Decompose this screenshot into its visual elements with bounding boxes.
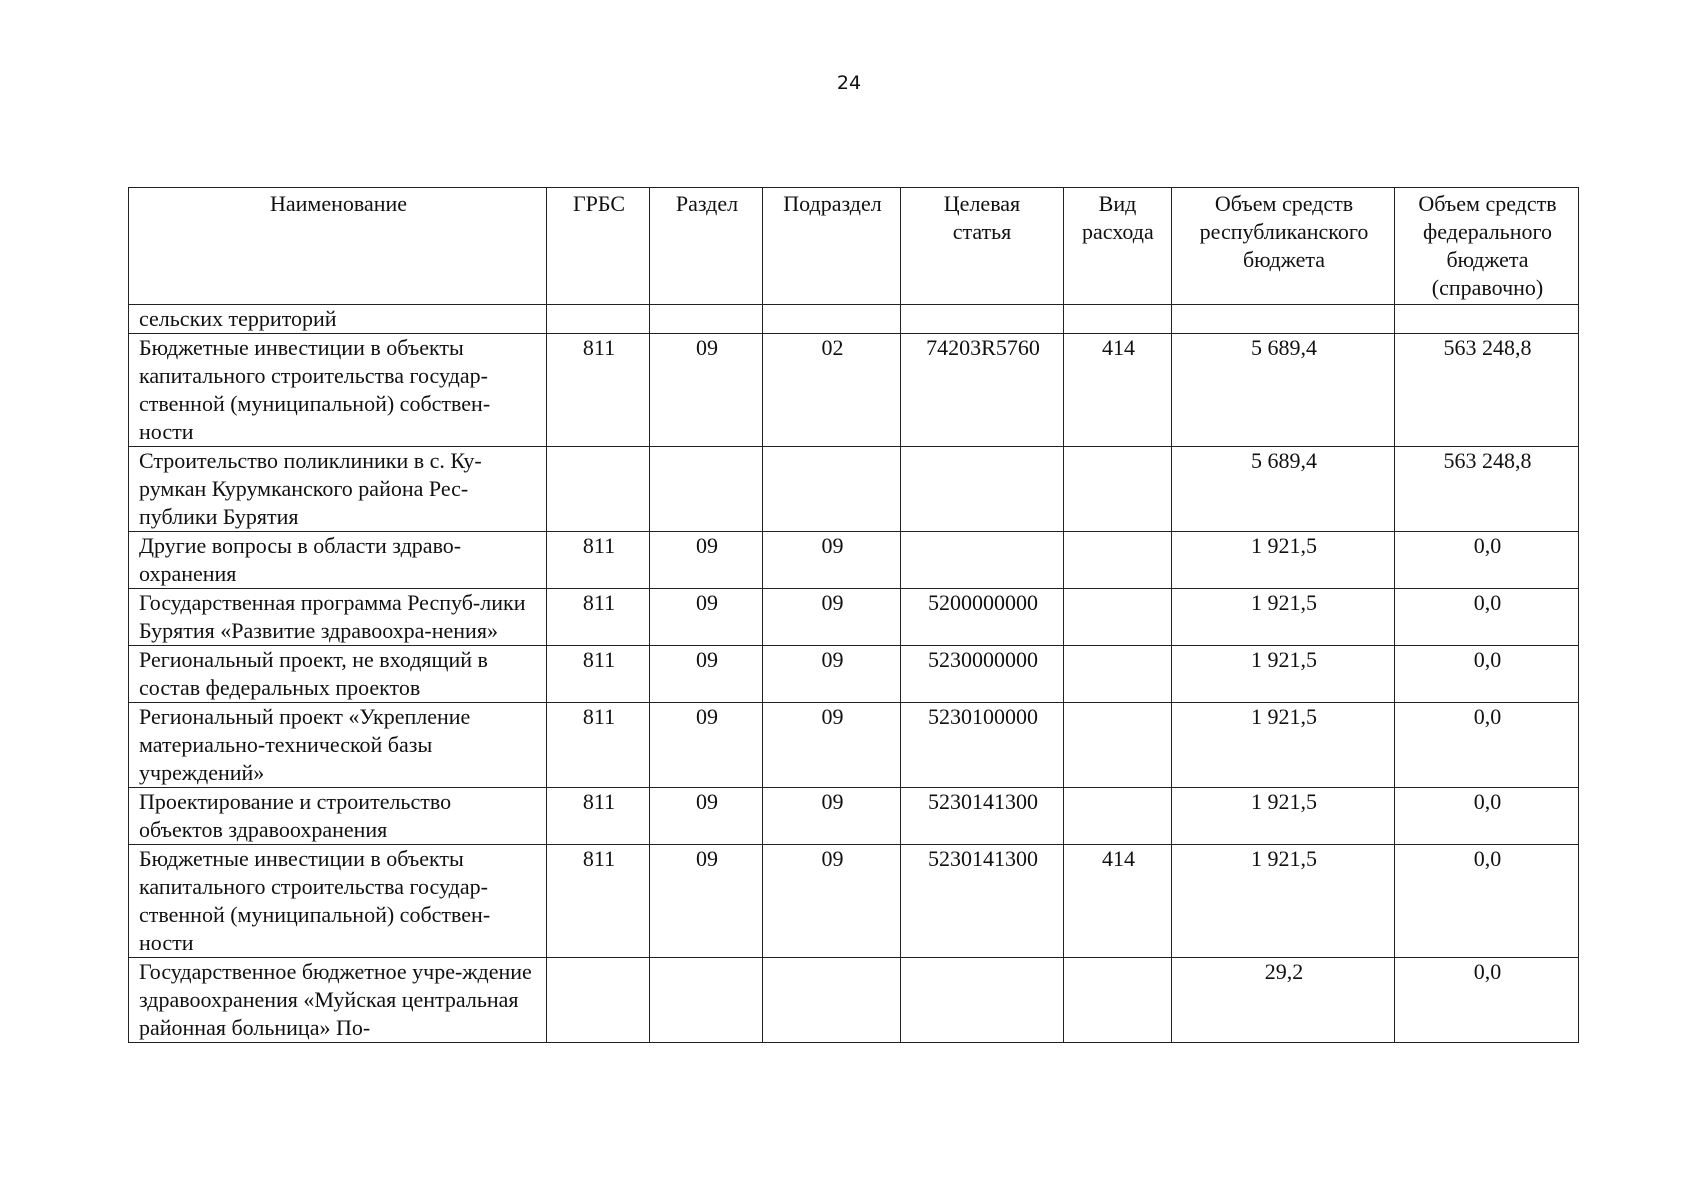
row-subsection <box>763 447 901 532</box>
row-target: 74203R5760 <box>901 334 1064 447</box>
row-republican: 1 921,5 <box>1172 703 1395 788</box>
header-grbs: ГРБС <box>547 188 650 305</box>
row-grbs: 811 <box>547 334 650 447</box>
row-name: Бюджетные инвестиции в объекты капитального строительства государ-ственной (муниципальной) собствен-ности <box>129 334 547 447</box>
row-section: 09 <box>650 845 763 958</box>
row-expense-type: 414 <box>1064 334 1172 447</box>
row-section: 09 <box>650 788 763 845</box>
row-target: 5230141300 <box>901 788 1064 845</box>
row-name: Другие вопросы в области здраво-охранения <box>129 532 547 589</box>
table-row <box>129 447 1579 532</box>
table-row <box>129 589 1579 646</box>
row-target <box>901 447 1064 532</box>
row-subsection <box>763 305 901 334</box>
row-federal: 563 248,8 <box>1395 447 1579 532</box>
row-republican: 29,2 <box>1172 958 1395 1043</box>
row-name: Региональный проект «Укрепление материально-технической базы учреждений» <box>129 703 547 788</box>
row-target: 5230141300 <box>901 845 1064 958</box>
row-name: Проектирование и строительство объектов здравоохранения <box>129 788 547 845</box>
table-header-row <box>129 188 1579 305</box>
row-target <box>901 532 1064 589</box>
row-federal: 0,0 <box>1395 788 1579 845</box>
row-section: 09 <box>650 703 763 788</box>
table-row <box>129 532 1579 589</box>
row-section: 09 <box>650 532 763 589</box>
row-section: 09 <box>650 646 763 703</box>
row-grbs <box>547 447 650 532</box>
row-grbs <box>547 958 650 1043</box>
row-expense-type <box>1064 532 1172 589</box>
table-row <box>129 788 1579 845</box>
row-subsection: 09 <box>763 788 901 845</box>
table-row <box>129 703 1579 788</box>
table-row <box>129 305 1579 334</box>
row-republican: 5 689,4 <box>1172 334 1395 447</box>
header-subsection: Подраздел <box>763 188 901 305</box>
page-number: 24 <box>836 72 862 94</box>
row-grbs: 811 <box>547 703 650 788</box>
row-federal: 0,0 <box>1395 703 1579 788</box>
header-section: Раздел <box>650 188 763 305</box>
row-name: Региональный проект, не входящий в состав федеральных проектов <box>129 646 547 703</box>
row-republican: 1 921,5 <box>1172 589 1395 646</box>
row-section <box>650 958 763 1043</box>
row-target <box>901 305 1064 334</box>
row-grbs <box>547 305 650 334</box>
table-row <box>129 845 1579 958</box>
table-row <box>129 958 1579 1043</box>
row-federal: 0,0 <box>1395 589 1579 646</box>
row-grbs: 811 <box>547 788 650 845</box>
row-name: Бюджетные инвестиции в объекты капитального строительства государ-ственной (муниципальной) собствен-ности <box>129 845 547 958</box>
row-subsection: 09 <box>763 845 901 958</box>
row-federal <box>1395 305 1579 334</box>
row-federal: 0,0 <box>1395 532 1579 589</box>
row-section: 09 <box>650 589 763 646</box>
row-target: 5230100000 <box>901 703 1064 788</box>
header-name: Наименование <box>129 188 547 305</box>
row-expense-type <box>1064 447 1172 532</box>
row-section <box>650 447 763 532</box>
row-name: Строительство поликлиники в с. Ку-румкан Курумканского района Рес-публики Бурятия <box>129 447 547 532</box>
row-republican: 1 921,5 <box>1172 788 1395 845</box>
row-name: Государственное бюджетное учре-ждение здравоохранения «Муйская центральная районная больница» По- <box>129 958 547 1043</box>
row-expense-type <box>1064 646 1172 703</box>
row-grbs: 811 <box>547 532 650 589</box>
row-target: 5200000000 <box>901 589 1064 646</box>
header-expense-type: Вид расхода <box>1064 188 1172 305</box>
row-republican: 1 921,5 <box>1172 646 1395 703</box>
row-subsection: 09 <box>763 589 901 646</box>
row-expense-type <box>1064 589 1172 646</box>
row-section <box>650 305 763 334</box>
row-section: 09 <box>650 334 763 447</box>
header-federal: Объем средств федерального бюджета (справочно) <box>1395 188 1579 305</box>
row-federal: 0,0 <box>1395 845 1579 958</box>
row-federal: 563 248,8 <box>1395 334 1579 447</box>
table-row <box>129 334 1579 447</box>
row-federal: 0,0 <box>1395 646 1579 703</box>
row-grbs: 811 <box>547 589 650 646</box>
row-subsection: 02 <box>763 334 901 447</box>
row-subsection: 09 <box>763 703 901 788</box>
row-expense-type: 414 <box>1064 845 1172 958</box>
row-target: 5230000000 <box>901 646 1064 703</box>
row-republican <box>1172 305 1395 334</box>
row-target <box>901 958 1064 1043</box>
row-expense-type <box>1064 958 1172 1043</box>
row-subsection: 09 <box>763 532 901 589</box>
row-expense-type <box>1064 305 1172 334</box>
row-grbs: 811 <box>547 845 650 958</box>
row-subsection: 09 <box>763 646 901 703</box>
table-row <box>129 646 1579 703</box>
row-expense-type <box>1064 703 1172 788</box>
row-name: сельских территорий <box>129 305 547 334</box>
row-grbs: 811 <box>547 646 650 703</box>
header-target: Целевая статья <box>901 188 1064 305</box>
row-name: Государственная программа Респуб-лики Бурятия «Развитие здравоохра-нения» <box>129 589 547 646</box>
row-republican: 5 689,4 <box>1172 447 1395 532</box>
row-federal: 0,0 <box>1395 958 1579 1043</box>
row-expense-type <box>1064 788 1172 845</box>
header-republican: Объем средств республиканского бюджета <box>1172 188 1395 305</box>
row-republican: 1 921,5 <box>1172 532 1395 589</box>
row-subsection <box>763 958 901 1043</box>
row-republican: 1 921,5 <box>1172 845 1395 958</box>
budget-table <box>128 187 1579 1043</box>
